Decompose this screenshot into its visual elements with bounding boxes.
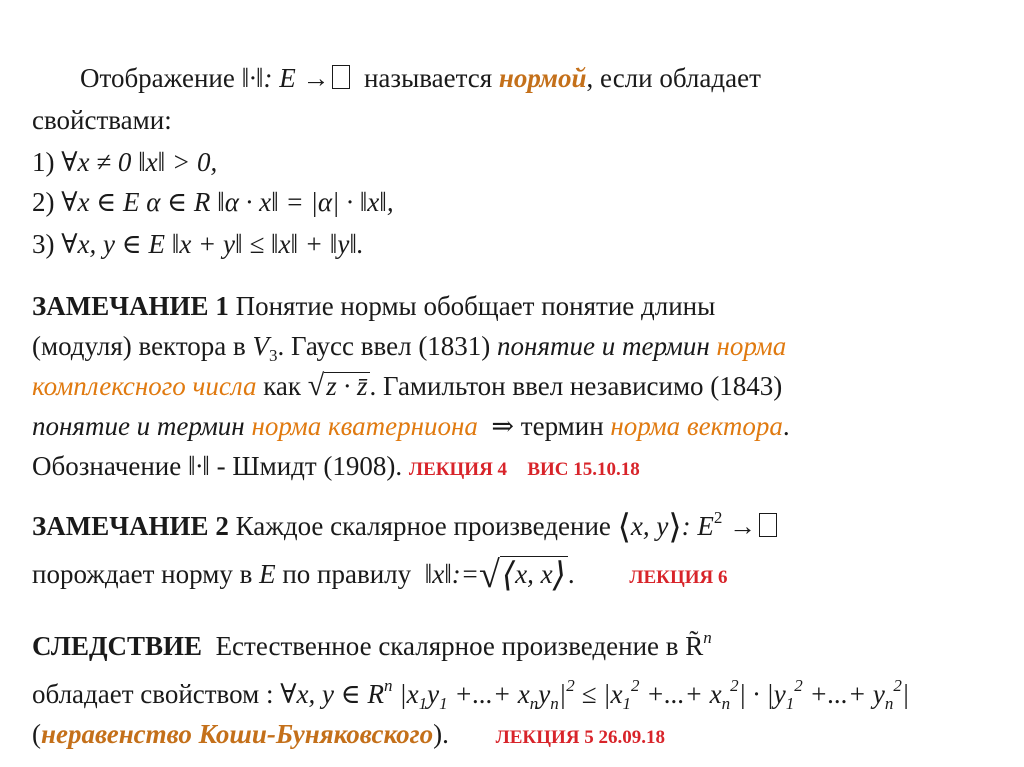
remark2-norm-def: ‖x‖:= [424,559,479,589]
remark1-line-3 [32,370,782,402]
remark2-arrow: → [729,511,757,541]
ineq-sub-nb: n [550,694,559,713]
property-2 [32,186,394,218]
remark2-heading: ЗАМЕЧАНИЕ 2 [32,511,229,541]
ineq-sq: 2 [566,676,575,695]
property-3-num: 3) [32,229,55,259]
remark1-text-7: как [263,371,302,401]
ineq-h: | [901,679,910,709]
right-angle-icon-2: ⟩ [552,557,566,594]
v3-symbol: V [252,331,269,361]
remark1-line-1 [32,290,715,322]
sqrt-sign-icon: √ [307,369,325,402]
property-3 [32,228,364,260]
remark1-text-4: понятие и термин [497,331,710,361]
reals-symbol-box [332,65,350,89]
remark2-text-5: по правилу [282,559,412,589]
property-1-num: 1) [32,147,55,177]
cauchy-bunyakovsky-name: неравенство Коши-Буняковского [41,719,434,749]
definition-post: , если обладает [586,63,761,93]
remark1-line-4 [32,410,790,442]
ineq-sub-1b: 1 [439,694,448,713]
ineq-c: | [558,679,567,709]
ineq-sq-4: 2 [794,676,803,695]
ineq-sub-n: n [529,694,539,713]
ineq-sub-1: 1 [418,694,428,713]
remark1-complex-number: комплексного числа [32,371,257,401]
property-1 [32,146,217,178]
remark1-text-2: (модуля) вектора в [32,331,246,361]
ineq-sub-1d: 1 [785,694,795,713]
ineq-yn: y [538,679,551,709]
ineq-g: +...+ y [809,679,885,709]
definition-pre: называется [363,63,493,93]
ineq-sq-2: 2 [630,676,640,695]
property-1-formula: ∀x ≠ 0 ‖x‖ > 0, [61,147,218,177]
v3-subscript: 3 [269,346,278,365]
remark2-e-sup: 2 [713,508,723,527]
norm-term: нормой [498,63,587,93]
corollary-text-2: обладает свойством : [32,679,274,709]
lecture-5-label: ЛЕКЦИЯ 5 26.09.18 [495,727,665,748]
ineq-sq-3: 2 [730,676,739,695]
remark2-text-4: порождает норму в [32,559,253,589]
ineq-sub-1c: 1 [622,694,631,713]
sqrt-sign-icon-2: √ [478,554,500,596]
corollary-lparen: ( [32,719,41,749]
left-angle-icon-2: ⟨ [501,557,516,594]
norm-map-formula: ‖·‖: E → [241,63,330,93]
remark2-xx: x, x [515,559,553,589]
remark1-text-9: понятие и термин [32,411,245,441]
ineq-e: +...+ x [646,679,722,709]
corollary-quantifier: ∀x, y ∈ R [280,679,384,709]
left-angle-icon: ⟨ [617,509,631,546]
corollary-rparen: ). [433,719,449,749]
definition-line-1 [80,62,761,94]
remark1-line-5 [32,450,640,486]
remark1-line-2 [32,330,786,372]
rn-sup: n [703,628,712,647]
remark1-norm-word: норма [716,331,787,361]
corollary-line-3 [32,718,665,754]
remark1-period: . [782,411,790,441]
ineq-sub-nc: n [721,694,731,713]
rn-symbol: R̃ [685,631,704,661]
lecture-4-label: ЛЕКЦИЯ 4 [408,459,508,480]
remark1-notation: Обозначение [32,451,182,481]
corollary-line-1 [32,622,712,662]
remark2-line-1 [32,502,777,544]
remark2-e: : E [681,511,714,541]
remark2-line-2 [32,556,727,594]
right-angle-icon: ⟩ [668,509,682,546]
property-2-formula: ∀x ∈ E α ∈ R ‖α · x‖ = |α| · ‖x‖, [61,187,394,217]
remark2-text-1: Каждое скалярное произведение [235,511,611,541]
remark2-e-symbol: E [259,559,276,589]
ineq-b: +...+ x [454,679,530,709]
remark1-text-1: Понятие нормы обобщает понятие длины [235,291,716,321]
remark1-schmidt: - Шмидт (1908). [216,451,403,481]
ineq-sub-nd: n [884,694,894,713]
corollary-n-sup: n [383,676,393,695]
lecture-6-label: ЛЕКЦИЯ 6 [629,567,728,588]
cauchy-inequality-formula [399,676,910,713]
remark1-quaternion-norm: норма кватерниона [251,411,478,441]
ineq-sq-5: 2 [893,676,902,695]
sqrt-radicand: z · z̄ [326,371,368,401]
remark2-radicand [500,556,568,593]
vis-date-label: ВИС 15.10.18 [527,459,640,480]
remark1-vector-norm: норма вектора [610,411,783,441]
corollary-line-2 [32,670,909,720]
property-3-formula: ∀x, y ∈ E ‖x + y‖ ≤ ‖x‖ + ‖y‖. [61,229,364,259]
reals-symbol-box-2 [759,513,777,537]
definition-word: Отображение [80,63,235,93]
ineq-y1: y [427,679,440,709]
remark1-text-8: . Гамильтон ввел независимо (1843) [369,371,783,401]
remark1-heading: ЗАМЕЧАНИЕ 1 [32,291,229,321]
remark2-xy: x, y [630,511,669,541]
remark1-text-11: ⇒ термин [491,411,604,441]
ineq-a: |x [399,679,419,709]
remark2-dot: . [567,559,575,589]
ineq-f: | · |y [738,679,786,709]
corollary-text-1: Естественное скалярное произведение в [215,631,679,661]
remark1-text-3: . Гаусс ввел (1831) [277,331,491,361]
definition-line-2: свойствами: [32,105,172,135]
ineq-d: ≤ |x [581,679,623,709]
property-2-num: 2) [32,187,55,217]
corollary-heading: СЛЕДСТВИЕ [32,631,203,661]
remark1-norm-symbol: ‖·‖ [187,451,210,481]
